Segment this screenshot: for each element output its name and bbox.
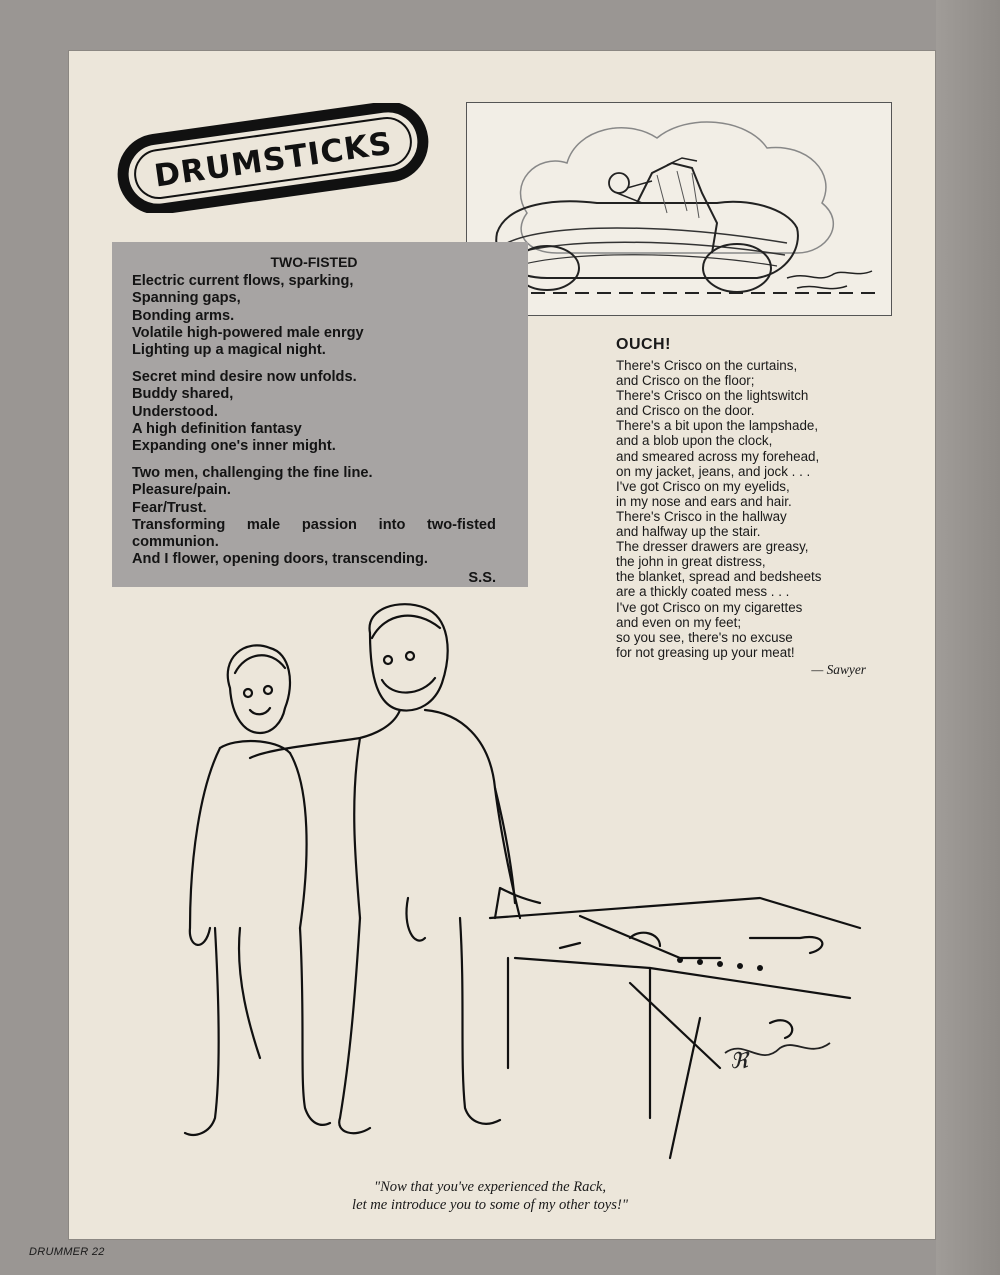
poem-signature: S.S. bbox=[468, 570, 496, 587]
poem-justified-line bbox=[132, 517, 496, 534]
poem-word: into bbox=[378, 516, 406, 533]
ouch-line: I've got Crisco on my cigarettes bbox=[616, 599, 803, 615]
ouch-line: The dresser drawers are greasy, bbox=[616, 539, 809, 555]
two-fisted-poem bbox=[132, 254, 496, 588]
ouch-line: on my jacket, jeans, and jock . . . bbox=[616, 463, 811, 479]
poem-word: male bbox=[246, 516, 281, 533]
logo-text: DRUMSTICKS bbox=[152, 125, 395, 195]
cartoon-caption bbox=[260, 1178, 720, 1214]
ouch-line: and halfway up the stair. bbox=[616, 524, 761, 540]
poem-line: Fear/Trust. bbox=[132, 499, 207, 516]
poem-title: TWO-FISTED bbox=[270, 254, 358, 270]
motorcycle-illustration bbox=[466, 102, 892, 316]
ouch-line: and Crisco on the floor; bbox=[616, 373, 755, 389]
poem-stanza-1 bbox=[132, 273, 496, 359]
ouch-line: I've got Crisco on my eyelids, bbox=[616, 478, 790, 494]
ouch-line: There's Crisco in the hallway bbox=[616, 508, 787, 524]
poem-line: Lighting up a magical night. bbox=[132, 342, 326, 359]
ouch-line: There's a bit upon the lampshade, bbox=[616, 418, 819, 434]
caption-line-1: "Now that you've experienced the Rack, bbox=[373, 1179, 607, 1195]
ouch-line: and a blob upon the clock, bbox=[616, 433, 773, 449]
poem-word: passion bbox=[301, 516, 357, 533]
ouch-attribution: — Sawyer bbox=[811, 661, 866, 677]
cartoon-illustration bbox=[160, 598, 880, 1178]
ouch-title: OUCH! bbox=[616, 336, 671, 353]
poem-line: Spanning gaps, bbox=[132, 290, 241, 307]
poem-word: Transforming bbox=[132, 516, 226, 533]
poem-line: Two men, challenging the fine line. bbox=[132, 465, 373, 482]
poem-stanza-3 bbox=[132, 465, 496, 568]
poem-word: two-fisted bbox=[427, 516, 496, 533]
caption-line-2: let me introduce you to some of my other toys!" bbox=[352, 1197, 628, 1213]
poem-line: Secret mind desire now unfolds. bbox=[132, 369, 357, 386]
poem-stanza-2 bbox=[132, 369, 496, 455]
poem-line: A high definition fantasy bbox=[132, 420, 302, 437]
ouch-line: so you see, there's no excuse bbox=[616, 629, 793, 645]
poem-line: Pleasure/pain. bbox=[132, 482, 231, 499]
page-folio: DRUMMER 22 bbox=[29, 1246, 105, 1258]
poem-line: Bonding arms. bbox=[132, 307, 235, 324]
poem-line: Electric current flows, sparking, bbox=[132, 273, 354, 290]
ouch-line: for not greasing up your meat! bbox=[616, 644, 795, 660]
ouch-line: are a thickly coated mess . . . bbox=[616, 584, 790, 600]
ouch-line: and Crisco on the door. bbox=[616, 403, 755, 419]
poem-line: Expanding one's inner might. bbox=[132, 438, 336, 455]
adjacent-page-edge bbox=[936, 0, 1000, 1275]
two-fisted-poem-box bbox=[112, 242, 528, 587]
svg-text:ℜ: ℜ bbox=[730, 1049, 748, 1074]
drumsticks-logo bbox=[110, 103, 436, 213]
ouch-line: and smeared across my forehead, bbox=[616, 448, 820, 464]
poem-line: Buddy shared, bbox=[132, 386, 234, 403]
ouch-line: There's Crisco on the curtains, bbox=[616, 358, 798, 373]
ouch-line: the john in great distress, bbox=[616, 554, 766, 570]
ouch-line: and even on my feet; bbox=[616, 614, 742, 630]
ouch-line: There's Crisco on the lightswitch bbox=[616, 388, 809, 404]
ouch-line: in my nose and ears and hair. bbox=[616, 493, 792, 509]
poem-line: And I flower, opening doors, transcending. bbox=[132, 551, 428, 568]
poem-line: communion. bbox=[132, 534, 219, 551]
poem-line: Understood. bbox=[132, 403, 218, 420]
ouch-line: the blanket, spread and bedsheets bbox=[616, 569, 822, 585]
poem-line: Volatile high-powered male enrgy bbox=[132, 324, 364, 341]
